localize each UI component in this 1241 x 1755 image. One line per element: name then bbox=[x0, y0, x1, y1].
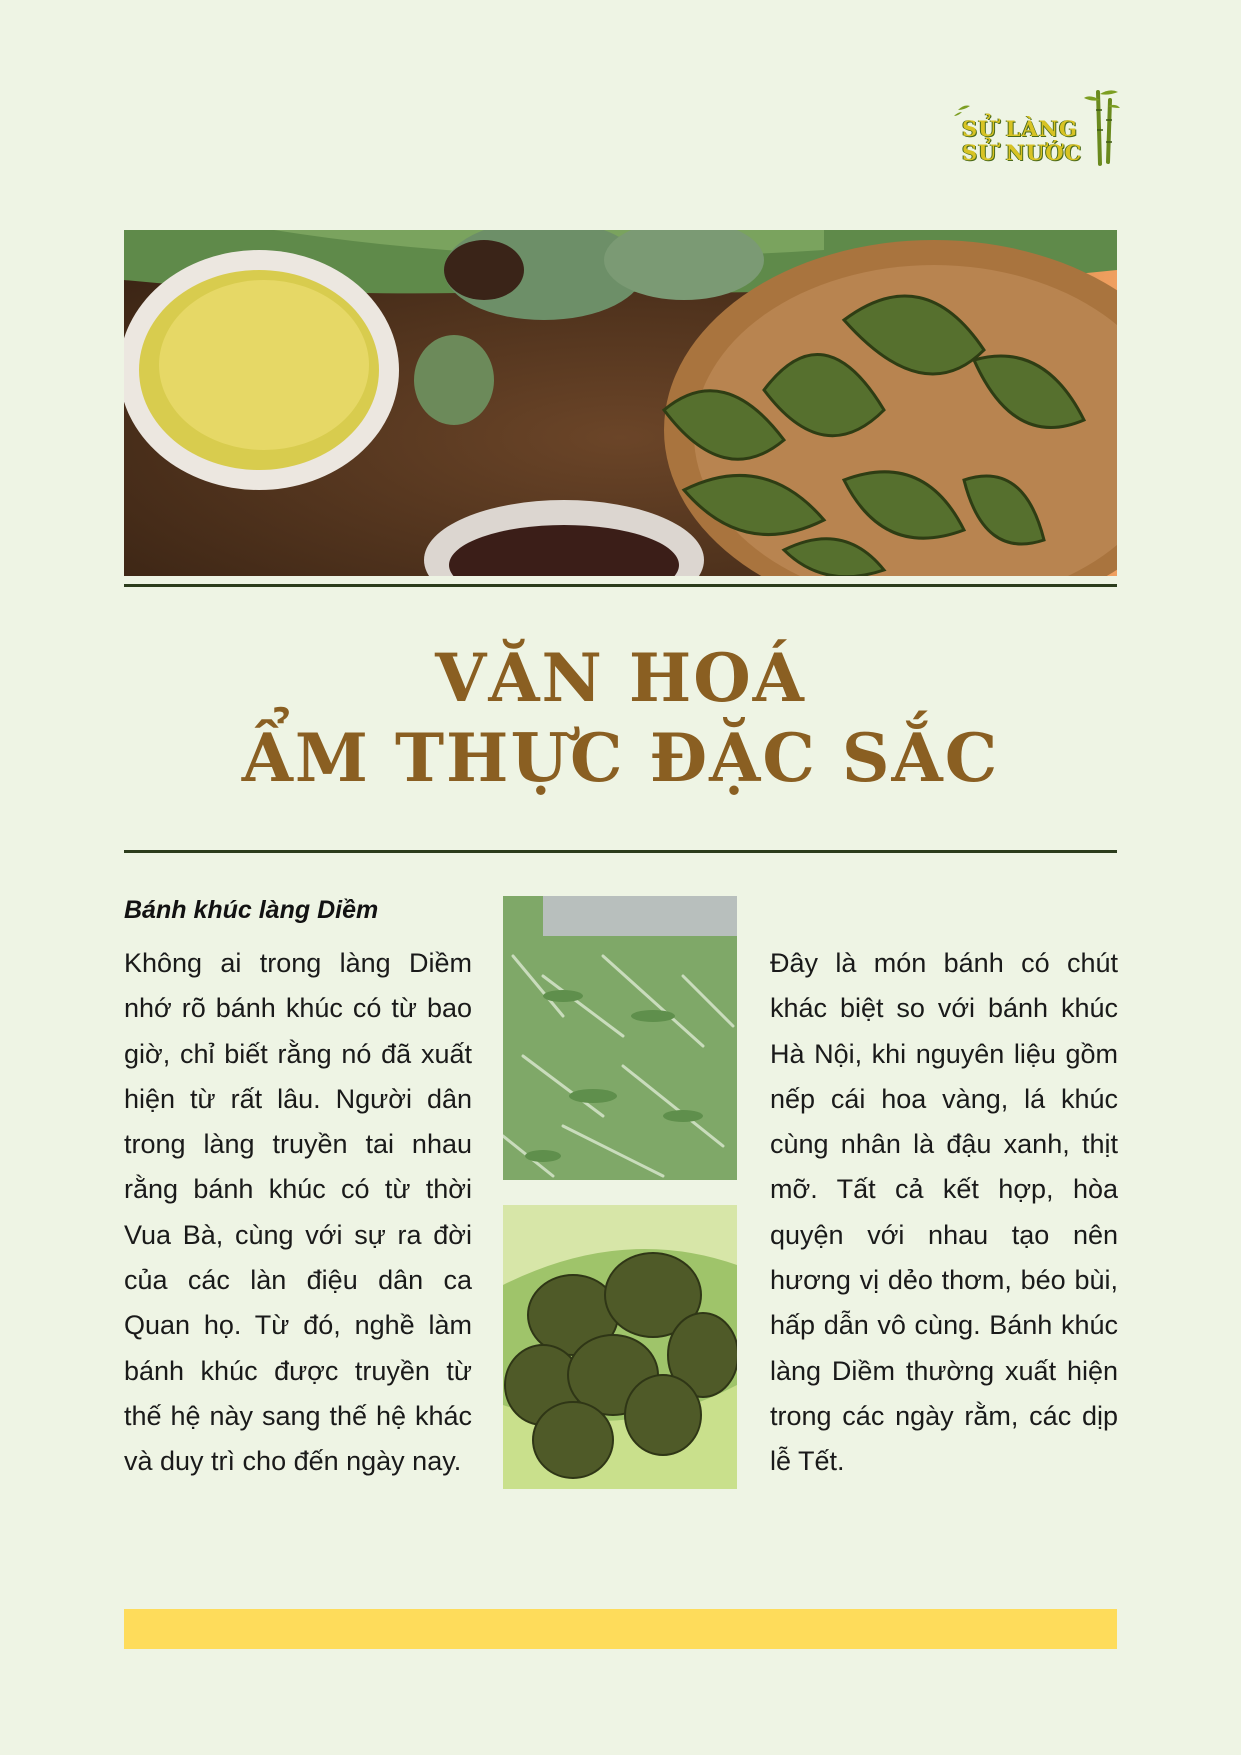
hero-food-image bbox=[124, 230, 1117, 576]
article-left-column: Không ai trong làng Diềm nhớ rõ bánh khúc có từ bao giờ, chỉ biết rằng nó đã xuất hiện từ rất lâu. Người dân trong làng truyền tai nhau rằng bánh khúc có từ thời Vua Bà, cùng với sự ra đời của các làn điệu dân ca Quan họ. Từ đó, nghề làm bánh khúc được truyền từ thế hệ này sang thế hệ khác và duy trì cho đến ngày nay. bbox=[124, 948, 472, 1477]
title-line-1: VĂN HOÁ bbox=[435, 639, 806, 717]
divider-top bbox=[124, 584, 1117, 587]
divider-bottom bbox=[124, 850, 1117, 853]
banh-khuc-photo bbox=[503, 1205, 737, 1489]
logo bbox=[950, 86, 1120, 166]
article-subheading: Bánh khúc làng Diềm bbox=[124, 896, 379, 924]
logo-line-2: SỬ NƯỚC bbox=[962, 140, 1083, 165]
footer-bar bbox=[124, 1609, 1117, 1649]
herb-leaves-photo bbox=[503, 896, 737, 1180]
article-right-column: Đây là món bánh có chút khác biệt so với bánh khúc Hà Nội, khi nguyên liệu gồm nếp cái hoa vàng, lá khúc cùng nhân là đậu xanh, thịt mỡ. Tất cả kết hợp, hòa quyện với nhau tạo nên hương vị dẻo thơm, béo bùi, hấp dẫn vô cùng. Bánh khúc làng Diềm thường xuất hiện trong các ngày rằm, các dịp lễ Tết. bbox=[770, 948, 1118, 1477]
page-title bbox=[124, 638, 1117, 798]
logo-line-1: SỬ LÀNG bbox=[962, 116, 1078, 141]
title-line-2: ẨM THỰC ĐẶC SẮC bbox=[241, 719, 1000, 797]
